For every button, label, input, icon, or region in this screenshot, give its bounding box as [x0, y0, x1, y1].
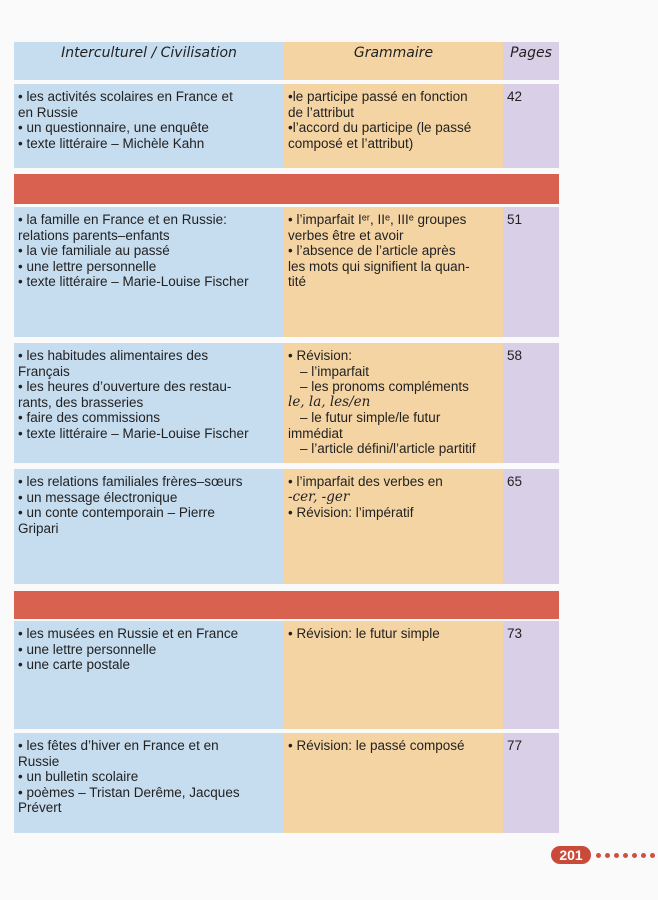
text-line: • les relations familiales frères–sœurs — [18, 474, 243, 489]
text-line: Gripari — [18, 520, 59, 536]
decorative-dot — [605, 853, 610, 858]
row1-grammaire — [284, 84, 503, 168]
header-civilisation: Interculturel / Civilisation — [14, 42, 284, 80]
decorative-dot — [596, 853, 601, 858]
row5-grammaire — [284, 621, 503, 729]
row4-civilisation — [14, 469, 284, 584]
text-line: • un questionnaire, une enquête — [18, 120, 209, 135]
text-line: • l’absence de l’article après — [288, 243, 456, 258]
text-line: -cer, -ger — [288, 488, 350, 505]
text-line: – l’imparfait — [300, 363, 370, 379]
decorative-dot — [614, 853, 619, 858]
text-line: • la vie familiale au passé — [18, 243, 170, 258]
text-line: relations parents–enfants — [18, 227, 170, 243]
row5-civilisation — [14, 621, 284, 729]
text-line: • un bulletin scolaire — [18, 769, 139, 784]
decorative-dot — [641, 853, 646, 858]
text-line: • un conte contemporain – Pierre — [18, 505, 215, 520]
decorative-dot — [623, 853, 628, 858]
text-line: • les heures d’ouverture des restau- — [18, 379, 232, 394]
text-line: • les activités scolaires en France et — [18, 89, 233, 104]
unit-divider-band — [14, 591, 559, 619]
row1-page: 42 — [503, 84, 559, 168]
text-line: • Révision: le futur simple — [288, 626, 440, 641]
text-line: • les habitudes alimentaires des — [18, 348, 209, 363]
row5-page: 73 — [503, 621, 559, 729]
text-line: les mots qui signifient la quan- — [288, 258, 470, 274]
row1-civilisation — [14, 84, 284, 168]
text-line: • une lettre personnelle — [18, 641, 157, 657]
row3-civilisation — [14, 343, 284, 463]
text-line: • texte littéraire – Marie-Louise Fischer — [18, 274, 249, 289]
row2-civilisation — [14, 207, 284, 337]
text-line: – le futur simple/le futur — [300, 410, 441, 425]
text-line: Prévert — [18, 800, 62, 815]
text-line: • une lettre personnelle — [18, 258, 157, 274]
text-line: en Russie — [18, 104, 79, 120]
text-line: de l’attribut — [288, 104, 355, 120]
text-line: • poèmes – Tristan Derême, Jacques — [18, 784, 240, 800]
row4-page: 65 — [503, 469, 559, 584]
row6-civilisation — [14, 733, 284, 833]
text-line: Français — [18, 363, 70, 379]
row3-grammaire — [284, 343, 503, 463]
text-line: • faire des commissions — [18, 410, 161, 425]
unit-divider-band — [14, 174, 559, 204]
row3-page: 58 — [503, 343, 559, 463]
text-line: – les pronoms compléments — [300, 379, 469, 394]
header-pages: Pages — [503, 42, 559, 80]
text-line: tité — [288, 274, 307, 289]
row2-page: 51 — [503, 207, 559, 337]
text-line: • l’imparfait des verbes en — [288, 474, 443, 489]
decorative-dot — [632, 853, 637, 858]
text-line: • un message électronique — [18, 489, 178, 505]
text-line: rants, des brasseries — [18, 394, 144, 410]
text-line: • l’imparfait Iᵉʳ, IIᵉ, IIIᵉ groupes — [288, 212, 467, 227]
text-line: • Révision: l’impératif — [288, 505, 414, 520]
text-line: – l’article défini/l’article partitif — [300, 441, 476, 456]
text-line: • Révision: le passé composé — [288, 738, 465, 753]
row6-page: 77 — [503, 733, 559, 833]
page-number-badge: 201 — [551, 846, 591, 864]
decorative-dot — [650, 853, 655, 858]
row4-grammaire — [284, 469, 503, 584]
text-line: Russie — [18, 753, 60, 769]
text-line: • Révision: — [288, 348, 352, 363]
text-line: • une carte postale — [18, 657, 131, 672]
text-line: • texte littéraire – Marie-Louise Fischer — [18, 425, 249, 441]
header-grammaire: Grammaire — [284, 42, 503, 80]
text-line: immédiat — [288, 425, 343, 441]
text-line: • les musées en Russie et en France — [18, 626, 239, 641]
text-line: verbes être et avoir — [288, 227, 404, 243]
text-line: • la famille en France et en Russie: — [18, 212, 227, 227]
text-line: le, la, les/en — [288, 393, 371, 410]
text-line: composé et l’attribut) — [288, 135, 414, 151]
text-line: • texte littéraire – Michèle Kahn — [18, 135, 205, 151]
row6-grammaire — [284, 733, 503, 833]
row2-grammaire — [284, 207, 503, 337]
text-line: •le participe passé en fonction — [288, 89, 468, 104]
text-line: •l’accord du participe (le passé — [288, 120, 472, 135]
text-line: • les fêtes d’hiver en France et en — [18, 738, 219, 753]
